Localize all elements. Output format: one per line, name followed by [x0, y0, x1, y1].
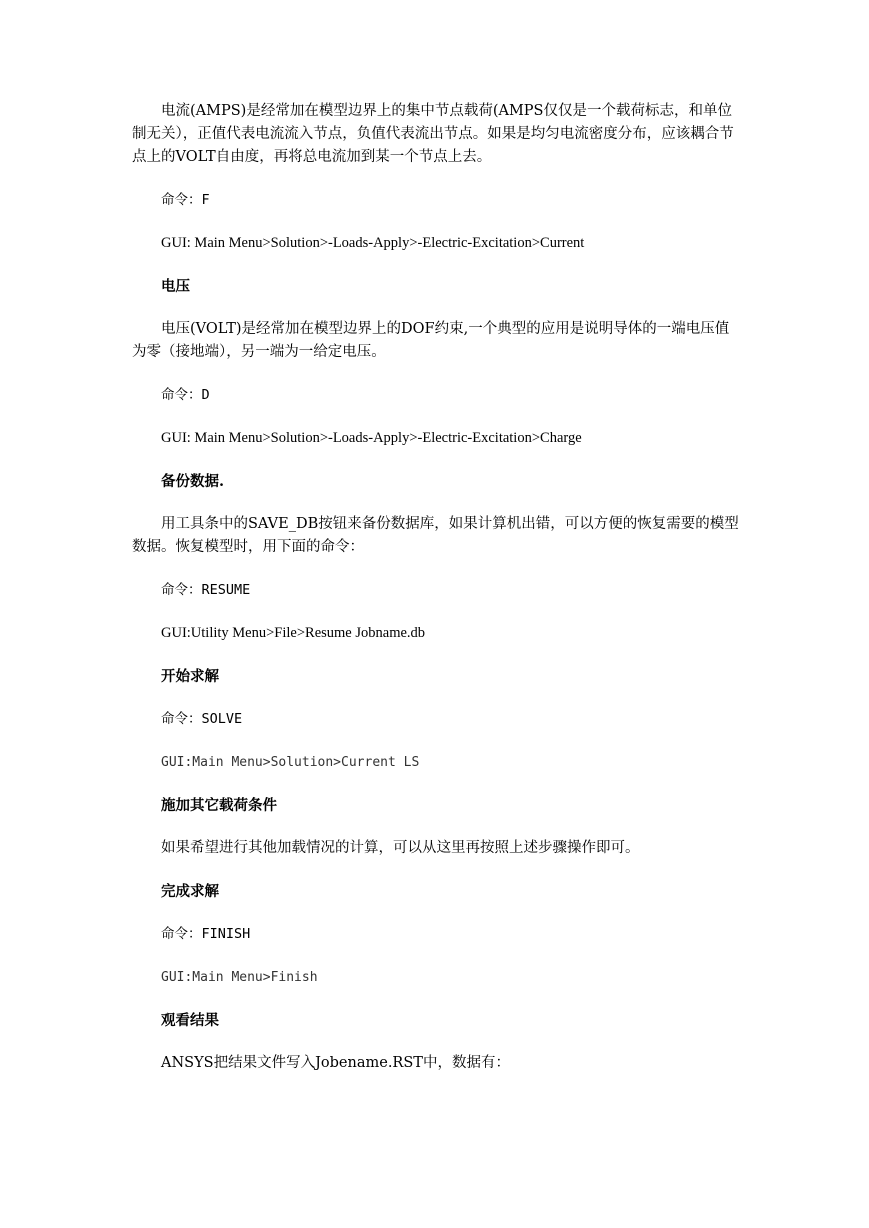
gui-path-charge: GUI: Main Menu>Solution>-Loads-Apply>-Electric-Excitation>Charge [161, 430, 582, 446]
gui-path-resume: GUI:Utility Menu>File>Resume Jobname.db [161, 625, 426, 641]
command-f: 命令：F [161, 192, 210, 208]
voltage-description: 电压(VOLT)是经常加在模型边界上的DOF约束,一个典型的应用是说明导体的一端电压值为零（接地端），另一端为一给定电压。 [132, 321, 730, 360]
document-body [132, 100, 740, 1095]
results-description: ANSYS把结果文件写入Jobename.RST中，数据有： [161, 1055, 510, 1071]
command-d: 命令：D [161, 387, 210, 403]
command-finish: 命令：FINISH [161, 926, 251, 942]
gui-path-solve: GUI:Main Menu>Solution>Current LS [161, 755, 420, 770]
heading-view-results: 观看结果 [161, 1012, 219, 1029]
heading-voltage: 电压 [161, 278, 190, 295]
current-description: 电流(AMPS)是经常加在模型边界上的集中节点载荷(AMPS仅仅是一个载荷标志，和单位制无关），正值代表电流流入节点，负值代表流出节点。如果是均匀电流密度分布，应该耦合节点上的VOLT自由度，再将总电流加到某一个节点上去。 [132, 103, 734, 165]
command-resume: 命令：RESUME [161, 582, 251, 598]
gui-path-current: GUI: Main Menu>Solution>-Loads-Apply>-Electric-Excitation>Current [161, 235, 585, 251]
command-solve: 命令：SOLVE [161, 711, 243, 727]
heading-backup: 备份数据. [161, 473, 225, 490]
heading-finish-solve: 完成求解 [161, 883, 219, 900]
heading-other-loads: 施加其它载荷条件 [161, 797, 277, 814]
backup-description: 用工具条中的SAVE_DB按钮来备份数据库，如果计算机出错，可以方便的恢复需要的模型数据。恢复模型时，用下面的命令： [132, 516, 739, 555]
heading-start-solve: 开始求解 [161, 668, 219, 685]
gui-path-finish: GUI:Main Menu>Finish [161, 970, 318, 985]
other-loads-description: 如果希望进行其他加载情况的计算，可以从这里再按照上述步骤操作即可。 [161, 840, 640, 856]
